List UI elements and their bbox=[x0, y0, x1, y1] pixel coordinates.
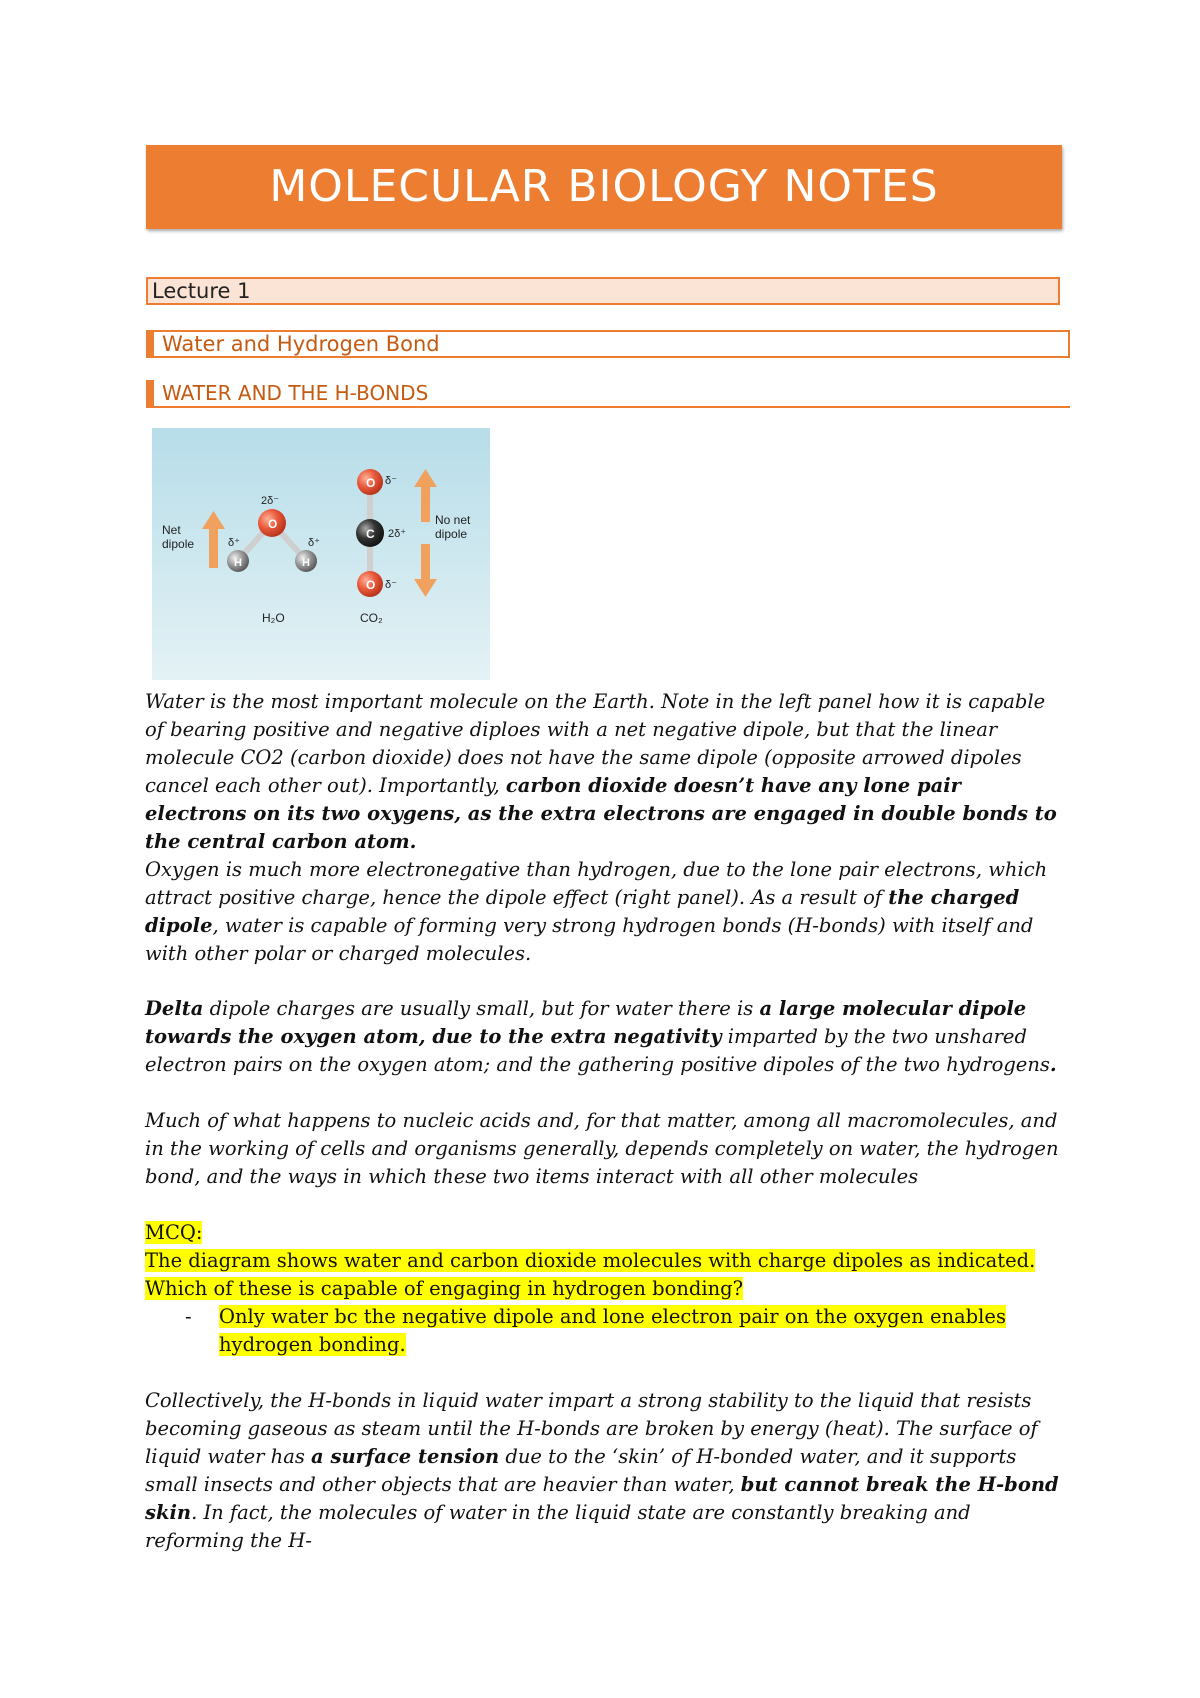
paragraph-3-text: dipole charges are usually small, but for water there is bbox=[203, 997, 760, 1020]
paragraph-1-end: . bbox=[409, 830, 417, 853]
co2-oxygen-symbol-bottom: O bbox=[366, 578, 376, 592]
lecture-heading: Lecture 1 bbox=[146, 277, 1060, 305]
paragraph-3-delta: Delta bbox=[145, 997, 204, 1020]
paragraph-3-text-2: imparted by the two unshared electron pairs on the oxygen atom; and the gathering positive dipoles of the two hydrogens bbox=[145, 1025, 1050, 1076]
paragraph-5-text: Collectively, the H-bonds in liquid water impart a strong stability to the liquid that resists becoming gaseous as steam until the H-bonds are broken by energy (heat). The surface of liquid water has bbox=[145, 1389, 1038, 1468]
co2-formula-label: CO₂ bbox=[360, 611, 383, 625]
mcq-answer-line-2: hydrogen bonding. bbox=[219, 1333, 406, 1356]
water-hydrogen-symbol-left: H bbox=[234, 557, 242, 569]
paragraph-delta-dipole bbox=[145, 995, 1065, 1079]
paragraph-1-bold: carbon dioxide doesn’t have any lone pair electrons on its two oxygens, as the extra electrons are engaged in double bonds to the central carbon atom bbox=[145, 774, 1057, 853]
paragraph-3-end: . bbox=[1049, 1053, 1057, 1076]
paragraph-5-end: . In fact, the molecules of water in the liquid state are constantly breaking and reforming the H- bbox=[145, 1501, 971, 1552]
no-net-dipole-label-2: dipole bbox=[435, 527, 468, 541]
paragraph-5-bold-2: but cannot break the H-bond skin bbox=[145, 1473, 1059, 1524]
net-dipole-label-1: Net bbox=[162, 523, 181, 537]
water-hydrogen-charge-left: δ⁺ bbox=[228, 537, 240, 549]
paragraph-5-text-2: due to the ‘skin’ of H-bonded water, and it supports small insects and other objects that are heavier than water, bbox=[145, 1445, 1017, 1496]
no-net-dipole-label-1: No net bbox=[435, 513, 471, 527]
paragraph-4-text: Much of what happens to nucleic acids and, for that matter, among all macromolecules, and in the working of cells and organisms generally, depends completely on water, the hydrogen bond, and the ways in which these two items interact with all other molecules bbox=[145, 1109, 1059, 1188]
co2-carbon-charge: 2δ⁺ bbox=[388, 528, 407, 540]
water-formula-label: H₂O bbox=[262, 611, 285, 625]
paragraph-nucleic-acids bbox=[145, 1107, 1065, 1191]
mcq-question-line-2: Which of these is capable of engaging in hydrogen bonding? bbox=[145, 1277, 744, 1300]
mcq-answer bbox=[185, 1303, 1025, 1359]
paragraph-2-end: , water is capable of forming very strong hydrogen bonds (H-bonds) with itself and with other polar or charged molecules. bbox=[145, 914, 1034, 965]
paragraph-surface-tension bbox=[145, 1387, 1065, 1555]
paragraph-5-bold-1: a surface tension bbox=[311, 1445, 500, 1468]
co2-oxygen-charge-top: δ⁻ bbox=[385, 475, 397, 487]
mcq-answer-line-1: Only water bc the negative dipole and lone electron pair on the oxygen enables bbox=[219, 1305, 1006, 1328]
net-dipole-label-2: dipole bbox=[162, 537, 195, 551]
document-title-banner: MOLECULAR BIOLOGY NOTES bbox=[146, 145, 1062, 229]
subheading: WATER AND THE H-BONDS bbox=[146, 380, 1070, 408]
co2-oxygen-symbol-top: O bbox=[366, 476, 376, 490]
section-heading: Water and Hydrogen Bond bbox=[146, 330, 1070, 358]
paragraph-2-text: Oxygen is much more electronegative than hydrogen, due to the lone pair electrons, which attract positive charge, hence the dipole effect (right panel). As a result of bbox=[145, 858, 1048, 909]
dipole-diagram-figure bbox=[152, 428, 490, 680]
mcq-label: MCQ: bbox=[145, 1221, 203, 1244]
paragraph-water-importance bbox=[145, 688, 1065, 856]
water-oxygen-symbol: O bbox=[268, 517, 278, 531]
water-hydrogen-charge-right: δ⁺ bbox=[308, 537, 320, 549]
mcq-block bbox=[145, 1219, 1065, 1303]
co2-carbon-symbol: C bbox=[366, 527, 375, 541]
figure-background bbox=[152, 428, 490, 680]
water-hydrogen-symbol-right: H bbox=[302, 557, 310, 569]
paragraph-1-text: Water is the most important molecule on the Earth. Note in the left panel how it is capable of bearing positive and negative diploes with a net negative dipole, but that the linear molecule CO2 (carbon dioxide) does not have the same dipole (opposite arrowed dipoles cancel each other out). Importantly, bbox=[145, 690, 1046, 797]
paragraph-electronegativity bbox=[145, 856, 1065, 968]
co2-oxygen-charge-bottom: δ⁻ bbox=[385, 579, 397, 591]
mcq-question-line-1: The diagram shows water and carbon dioxide molecules with charge dipoles as indicated. bbox=[145, 1249, 1036, 1272]
paragraph-3-bold: a large molecular dipole towards the oxygen atom, due to the extra negativity bbox=[145, 997, 1027, 1048]
mcq-answer-bullet: - bbox=[185, 1305, 192, 1328]
water-oxygen-charge: 2δ⁻ bbox=[261, 495, 280, 507]
paragraph-2-bold: the charged dipole bbox=[145, 886, 1020, 937]
